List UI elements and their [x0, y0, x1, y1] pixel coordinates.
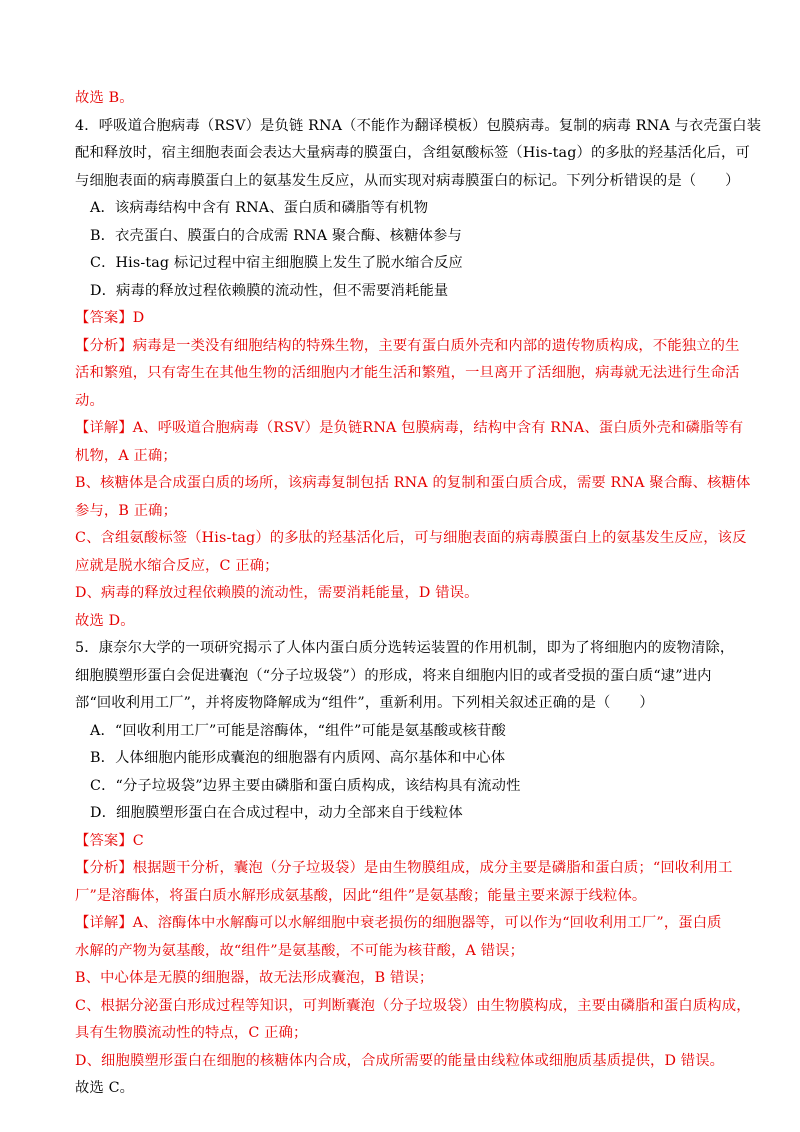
- detail-line: 水解的产物为氨基酸，故“组件”是氨基酸，不可能为核苷酸，A 错误；: [75, 942, 525, 959]
- question-4: [75, 116, 762, 631]
- option-d: D．细胞膜塑形蛋白在合成过程中，动力全部来自于线粒体: [90, 805, 463, 821]
- detail-line: 【详解】A、溶酶体中水解酶可以水解细胞中衰老损伤的细胞器等，可以作为“回收利用工厂”，蛋白质: [75, 915, 722, 931]
- question-stem-line: 4．呼吸道合胞病毒（RSV）是负链 RNA（不能作为翻译模板）包膜病毒。复制的病毒 RNA 与衣壳蛋白装: [75, 117, 762, 134]
- answer-label: 【答案】D: [75, 310, 145, 326]
- option-b: B．人体细胞内能形成囊泡的细胞器有内质网、高尔基体和中心体: [90, 750, 506, 766]
- question-stem-line: 配和释放时，宿主细胞表面会表达大量病毒的膜蛋白，含组氨酸标签（His-tag）的多肽的羟基活化后，可: [75, 145, 750, 161]
- detail-line: 机物，A 正确；: [75, 447, 177, 464]
- answer-label: 【答案】C: [75, 832, 144, 849]
- detail-line: 应就是脱水缩合反应，C 正确；: [75, 557, 279, 574]
- analysis-line: 活和繁殖，只有寄生在其他生物的活细胞内才能生活和繁殖，一旦离开了活细胞，病毒就无法进行生命活: [75, 365, 740, 381]
- detail-line: C、含组氨酸标签（His-tag）的多肽的羟基活化后，可与细胞表面的病毒膜蛋白上的氨基发生反应，该反: [75, 530, 747, 546]
- option-b: B．衣壳蛋白、膜蛋白的合成需 RNA 聚合酶、核糖体参与: [90, 227, 462, 244]
- analysis-line: 【分析】根据题干分析，囊泡（分子垃圾袋）是由生物膜组成，成分主要是磷脂和蛋白质；“回收利用工: [75, 860, 733, 876]
- detail-line: C、根据分泌蛋白形成过程等知识，可判断囊泡（分子垃圾袋）由生物膜构成，主要由磷脂和蛋白质构成，: [75, 997, 751, 1014]
- option-d: D．病毒的释放过程依赖膜的流动性，但不需要消耗能量: [90, 282, 449, 299]
- option-a: A．该病毒结构中含有 RNA、蛋白质和磷脂等有机物: [90, 200, 429, 216]
- analysis-line: 厂”是溶酶体，将蛋白质水解形成氨基酸，因此“组件”是氨基酸；能量主要来源于线粒体。: [75, 887, 647, 904]
- question-stem-line: 与细胞表面的病毒膜蛋白上的氨基发生反应，从而实现对病毒膜蛋白的标记。下列分析错误的是（ ）: [75, 172, 740, 189]
- question-stem-line: 5．康奈尔大学的一项研究揭示了人体内蛋白质分选转运装置的作用机制，即为了将细胞内的废物清除，: [75, 640, 735, 656]
- question-stem-line: 细胞膜塑形蛋白会促进囊泡（“分子垃圾袋”）的形成，将来自细胞内旧的或者受损的蛋白质“逮”进内: [75, 667, 712, 684]
- conclusion: 故选 C。: [75, 1080, 135, 1096]
- detail-line: 【详解】A、呼吸道合胞病毒（RSV）是负链RNA 包膜病毒，结构中含有 RNA、蛋白质外壳和磷脂等有: [75, 420, 744, 436]
- analysis-line: 动。: [75, 392, 104, 409]
- detail-line: B、中心体是无膜的细胞器，故无法形成囊泡，B 错误；: [75, 970, 434, 986]
- option-c: C．“分子垃圾袋”边界主要由磷脂和蛋白质构成，该结构具有流动性: [90, 777, 521, 794]
- analysis-line: 【分析】病毒是一类没有细胞结构的特殊生物，主要有蛋白质外壳和内部的遗传物质构成，不能独立的生: [75, 337, 740, 354]
- question-5: [75, 638, 751, 1098]
- prev-conclusion: 故选 B。: [75, 90, 134, 106]
- detail-line: B、核糖体是合成蛋白质的场所，该病毒复制包括 RNA 的复制和蛋白质合成，需要 RNA 聚合酶、核糖体: [75, 475, 751, 491]
- detail-line: 参与，B 正确；: [75, 502, 178, 519]
- option-a: A．“回收利用工厂”可能是溶酶体，“组件”可能是氨基酸或核苷酸: [90, 722, 506, 739]
- detail-line: D、病毒的释放过程依赖膜的流动性，需要消耗能量，D 错误。: [75, 585, 479, 601]
- detail-line: D、细胞膜塑形蛋白在细胞的核糖体内合成，合成所需要的能量由线粒体或细胞质基质提供，D 错误。: [75, 1052, 725, 1069]
- option-c: C．His-tag 标记过程中宿主细胞膜上发生了脱水缩合反应: [90, 255, 463, 271]
- conclusion: 故选 D。: [75, 612, 135, 629]
- question-stem-line: 部“回收利用工厂”，并将废物降解成为“组件”，重新利用。下列相关叙述正确的是（ ）: [75, 695, 654, 711]
- detail-line: 具有生物膜流动性的特点，C 正确；: [75, 1025, 308, 1041]
- document-page: [75, 88, 762, 1106]
